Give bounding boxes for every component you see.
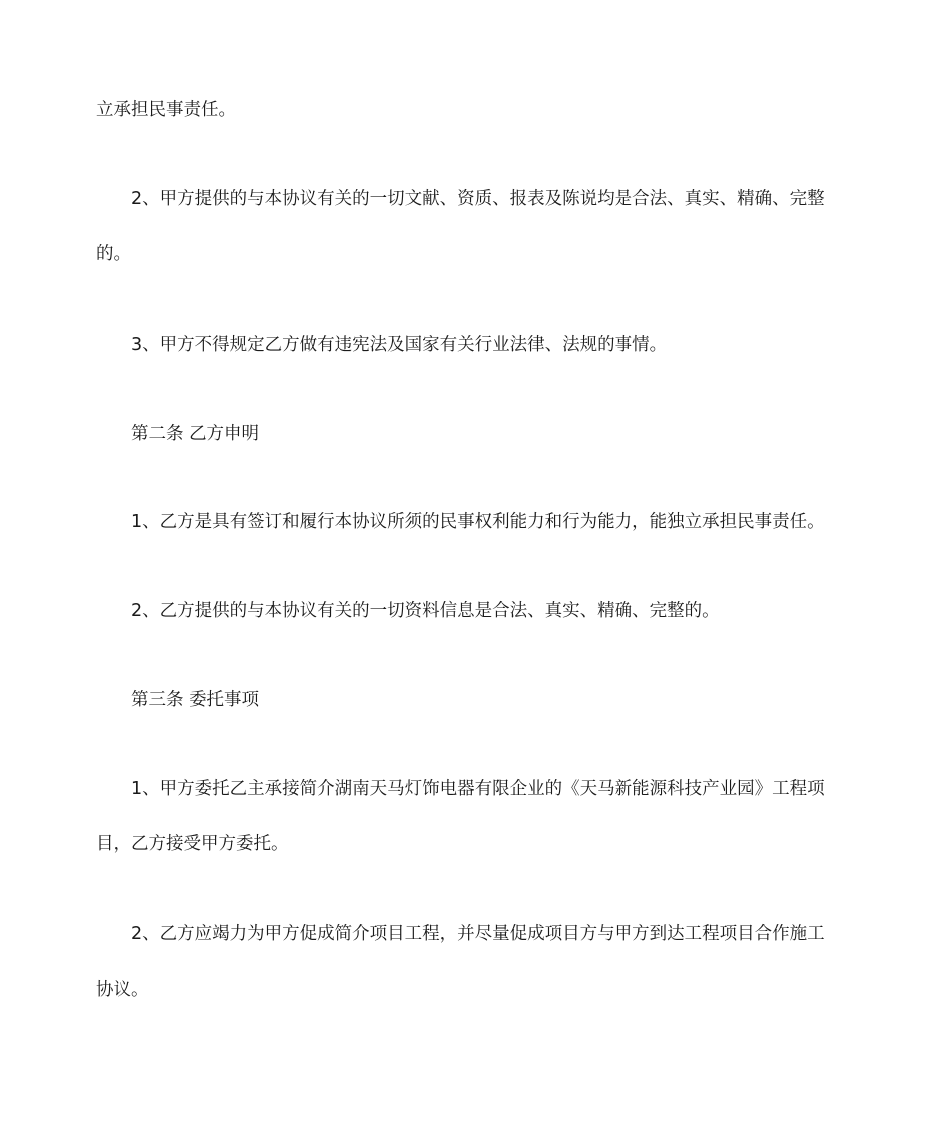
text-line: 3、甲方不得规定乙方做有违宪法及国家有关行业法律、法规的事情。: [131, 335, 668, 355]
section-heading: 第二条 乙方申明: [131, 424, 260, 444]
text-line: 1、乙方是具有签订和履行本协议所须的民事权利能力和行为能力，能独立承担民事责任。: [131, 512, 825, 532]
text-line: 2、甲方提供的与本协议有关的一切文献、资质、报表及陈说均是合法、真实、精确、完整: [131, 189, 825, 209]
text-line: 的。: [96, 244, 131, 264]
text-line: 立承担民事责任。: [96, 100, 236, 120]
text-line: 目，乙方接受甲方委托。: [96, 834, 289, 854]
text-line: 2、乙方提供的与本协议有关的一切资料信息是合法、真实、精确、完整的。: [131, 601, 720, 621]
text-line: 1、甲方委托乙主承接简介湖南天马灯饰电器有限企业的《天马新能源科技产业园》工程项: [131, 779, 825, 799]
section-heading: 第三条 委托事项: [131, 690, 260, 710]
text-line: 协议。: [96, 980, 149, 1000]
text-line: 2、乙方应竭力为甲方促成简介项目工程，并尽量促成项目方与甲方到达工程项目合作施工: [131, 924, 825, 944]
